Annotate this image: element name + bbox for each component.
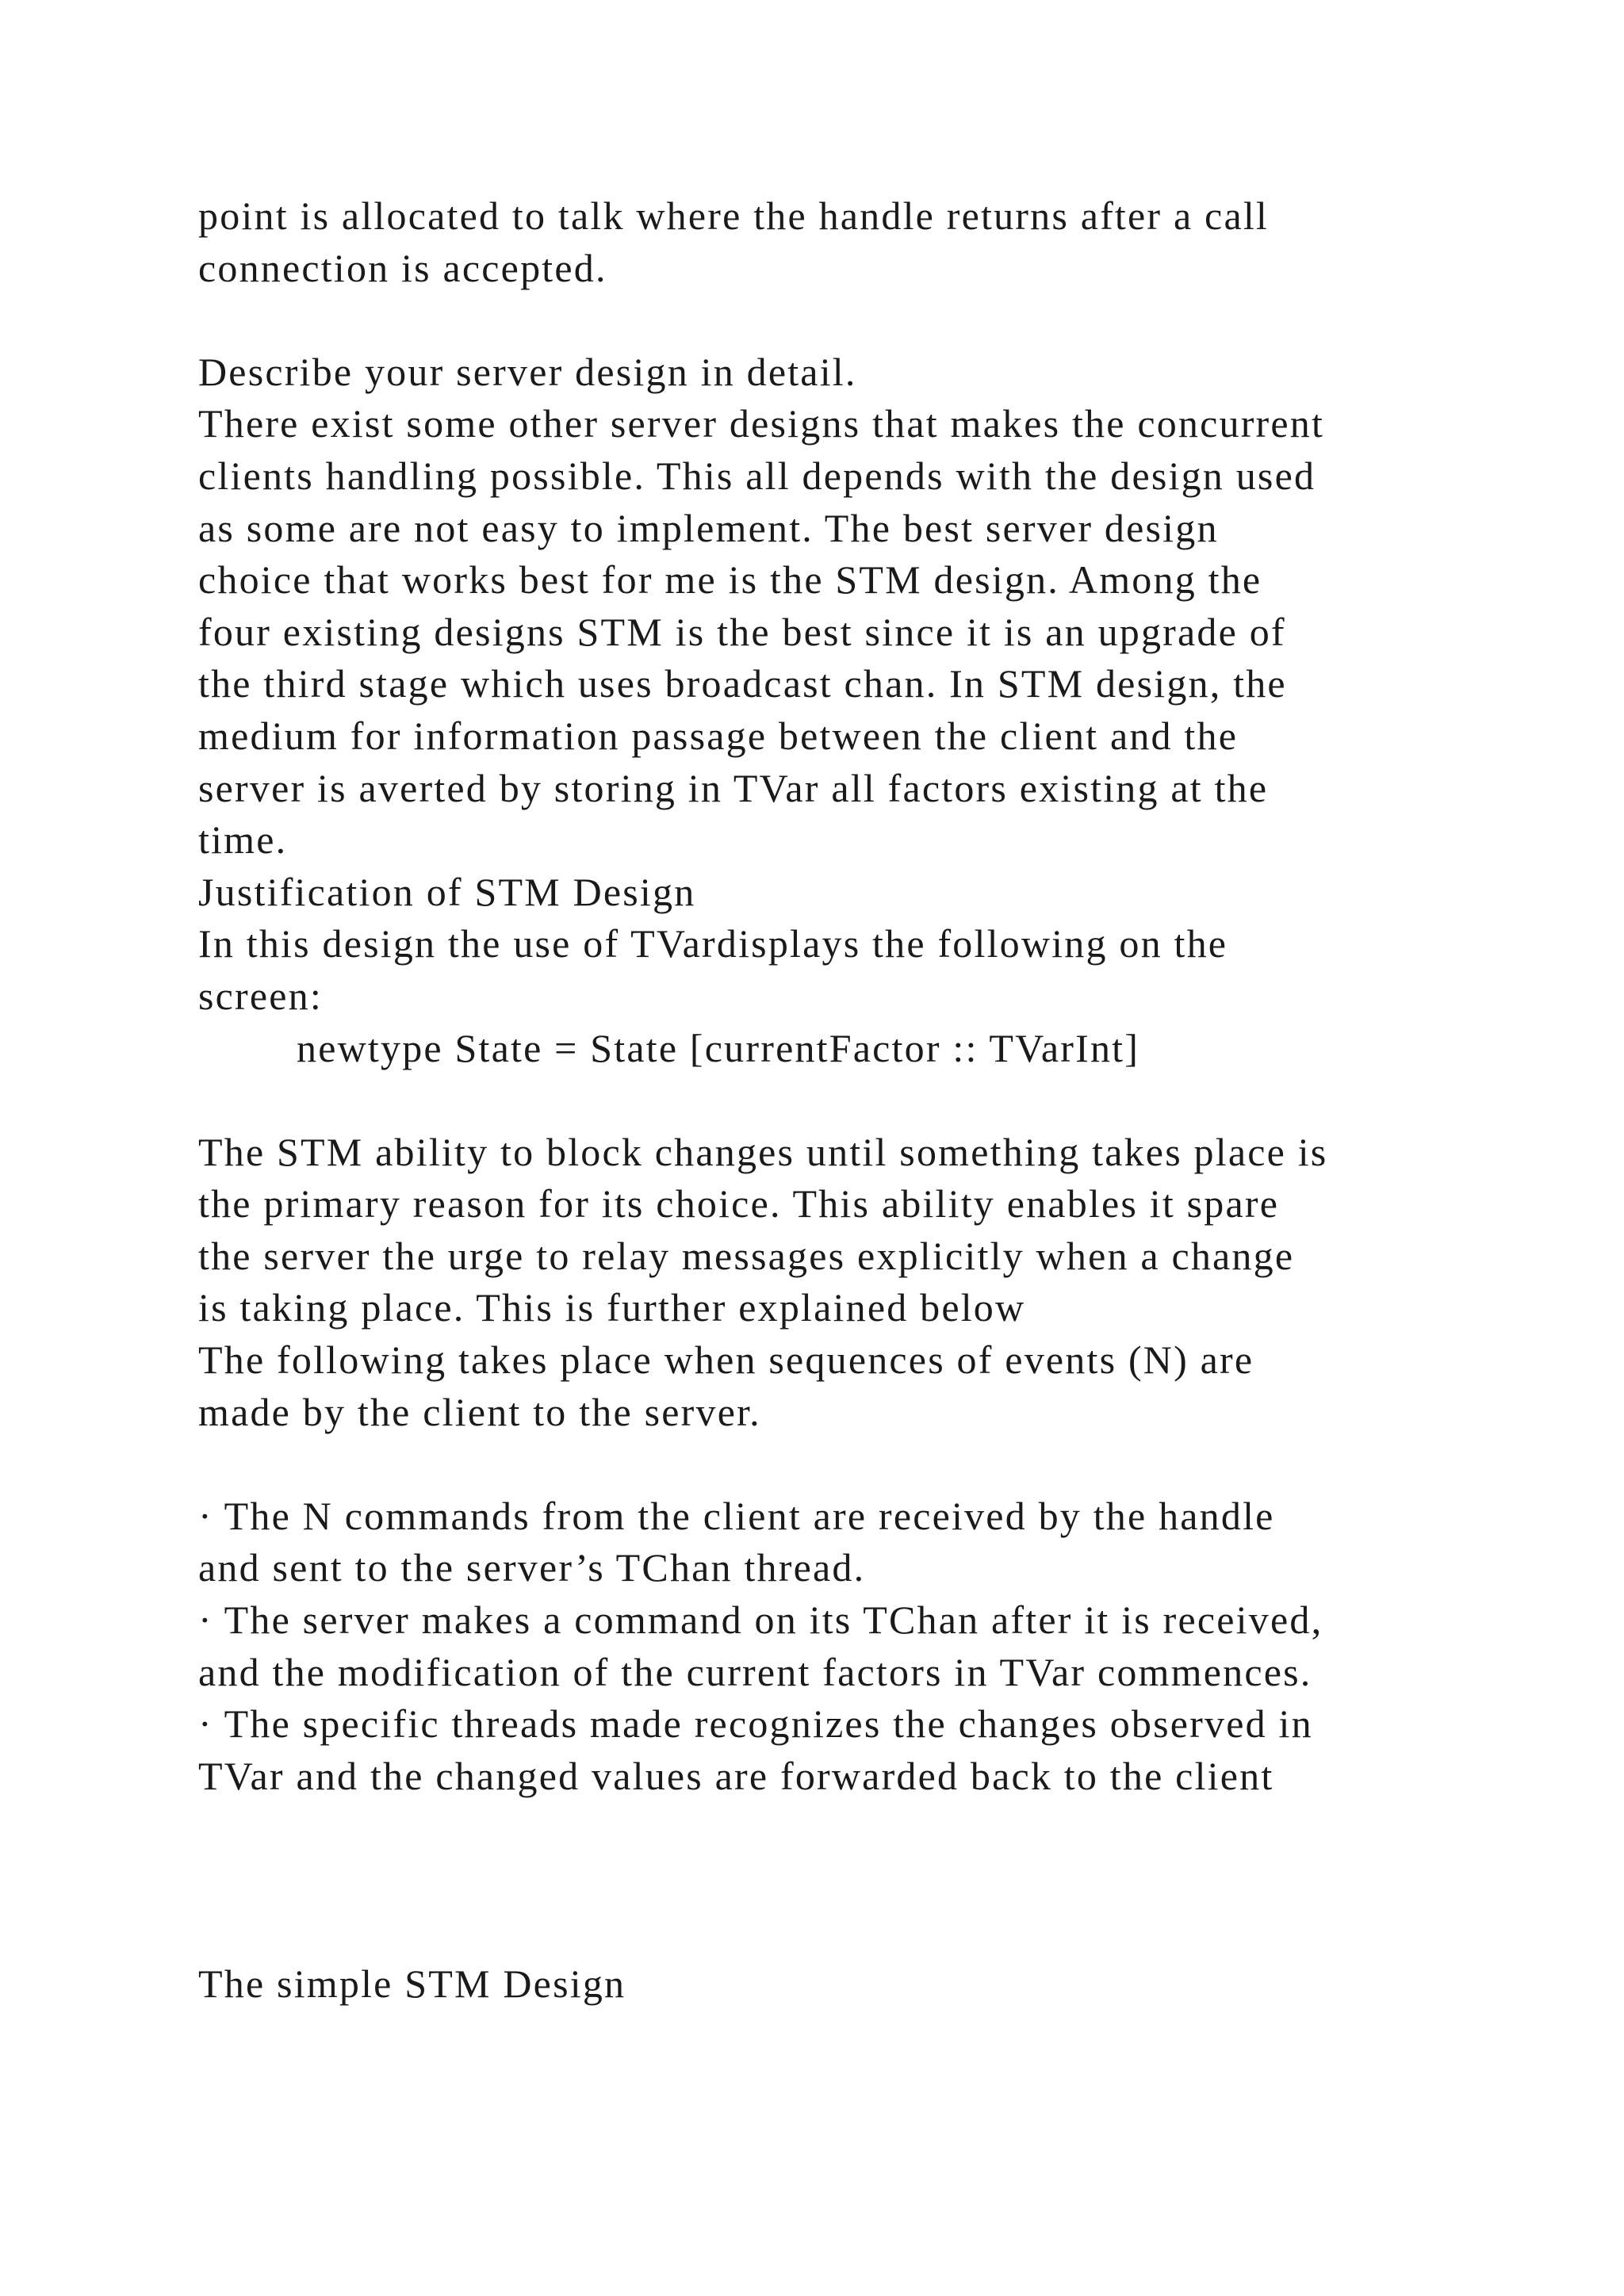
bullet-line: · The specific threads made recognizes the changes observed in bbox=[198, 1701, 1313, 1747]
section-question: Describe your server design in detail. bbox=[198, 349, 857, 394]
text-line: and the modification of the current factors in TVar commences. bbox=[198, 1649, 1312, 1694]
text-line: There exist some other server designs that makes the concurrent bbox=[198, 401, 1325, 446]
text-line: the server the urge to relay messages explicitly when a change bbox=[198, 1233, 1295, 1278]
text-line: made by the client to the server. bbox=[198, 1389, 761, 1434]
text-line: point is allocated to talk where the handle returns after a call bbox=[198, 193, 1270, 238]
text-line: screen: bbox=[198, 973, 323, 1018]
text-line: is taking place. This is further explained below bbox=[198, 1285, 1026, 1330]
text-line: medium for information passage between the client and the bbox=[198, 713, 1239, 758]
bullet-line: · The server makes a command on its TChan after it is received, bbox=[198, 1598, 1323, 1643]
text-line: In this design the use of TVardisplays the following on the bbox=[198, 921, 1228, 966]
text-line: server is averted by storing in TVar all factors existing at the bbox=[198, 765, 1269, 810]
blank-line bbox=[198, 1907, 1546, 1959]
blank-line bbox=[198, 1074, 1546, 1127]
text-line: clients handling possible. This all depends with the design used bbox=[198, 453, 1316, 498]
text-line: and sent to the server’s TChan thread. bbox=[198, 1545, 866, 1590]
text-line: The STM ability to block changes until something takes place is bbox=[198, 1129, 1328, 1174]
text-line: choice that works best for me is the STM design. Among the bbox=[198, 557, 1262, 603]
blank-line bbox=[198, 294, 1546, 346]
section-heading: Justification of STM Design bbox=[198, 869, 696, 914]
bullet-line: · The N commands from the client are received by the handle bbox=[198, 1493, 1275, 1538]
text-line: connection is accepted. bbox=[198, 245, 607, 290]
text-line: as some are not easy to implement. The best server design bbox=[198, 505, 1219, 550]
document-body bbox=[198, 190, 1546, 2011]
code-line: newtype State = State [currentFactor :: TVarInt] bbox=[297, 1025, 1140, 1070]
blank-line bbox=[198, 1802, 1546, 1854]
text-line: the third stage which uses broadcast chan. In STM design, the bbox=[198, 661, 1287, 706]
text-line: the primary reason for its choice. This ability enables it spare bbox=[198, 1181, 1280, 1226]
section-heading: The simple STM Design bbox=[198, 1961, 626, 2007]
text-line: four existing designs STM is the best since it is an upgrade of bbox=[198, 609, 1286, 654]
text-line: time. bbox=[198, 817, 288, 863]
blank-line bbox=[198, 1438, 1546, 1490]
text-line: The following takes place when sequences of events (N) are bbox=[198, 1337, 1254, 1383]
blank-line bbox=[198, 1854, 1546, 1907]
text-line: TVar and the changed values are forwarded back to the client bbox=[198, 1753, 1274, 1798]
